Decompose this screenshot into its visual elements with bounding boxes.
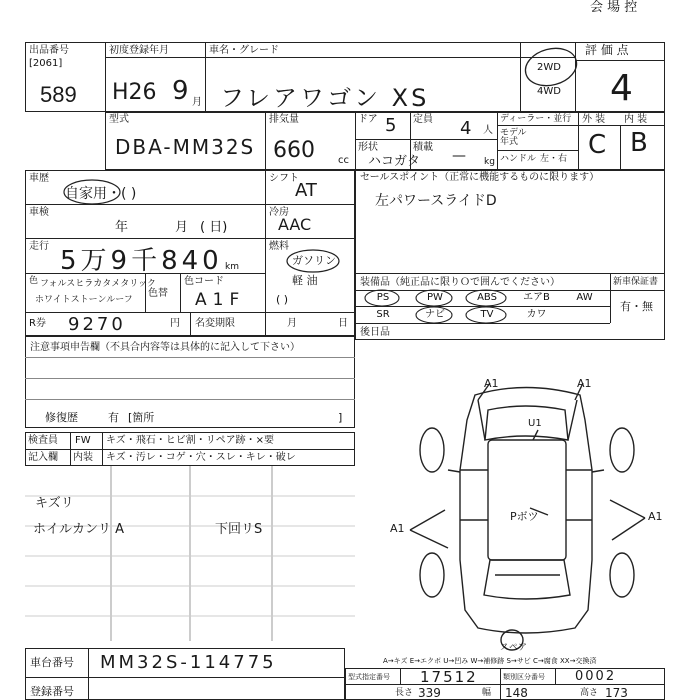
door-label: ドア bbox=[358, 114, 378, 125]
drive-4wd: 4WD bbox=[537, 86, 561, 97]
inspection-year: 年 bbox=[115, 220, 129, 235]
capacity-value: 4 bbox=[460, 118, 472, 139]
mark-left-side: A1 bbox=[390, 522, 405, 535]
registration-number-label: 登録番号 bbox=[30, 685, 74, 698]
dealer-label: ディーラー・並行 bbox=[500, 114, 572, 124]
equip-leather: カワ bbox=[526, 309, 547, 320]
rear-items-label: 後日品 bbox=[360, 327, 390, 338]
length-value: 339 bbox=[418, 686, 441, 700]
lot-sub-number: [2061] bbox=[29, 58, 63, 69]
width-label: 幅 bbox=[482, 688, 492, 698]
fw-label: FW bbox=[75, 435, 91, 446]
km-unit: km bbox=[225, 262, 239, 272]
color-code-value: A1F bbox=[195, 290, 246, 310]
mark-front-right: A1 bbox=[577, 377, 592, 390]
month-unit: 月 bbox=[192, 97, 202, 108]
shape-value: ハコガタ bbox=[368, 154, 421, 169]
inspection-day: ( 日) bbox=[200, 220, 228, 235]
ac-label: 冷房 bbox=[269, 207, 289, 218]
shape-label: 形状 bbox=[358, 142, 378, 153]
fuel-gasoline: ガソリン bbox=[292, 254, 336, 267]
interior-label: 内 装 bbox=[624, 114, 648, 125]
first-registration-label: 初度登録年月 bbox=[109, 45, 169, 56]
type-code-label: 型式指定番号 bbox=[348, 673, 390, 681]
displacement-value: 660 bbox=[273, 138, 315, 163]
mileage-value: 5万9千840 bbox=[60, 246, 223, 276]
repaint-label: 色替 bbox=[148, 288, 168, 299]
color-code-label: 色コード bbox=[184, 276, 224, 287]
yen-unit: 円 bbox=[170, 318, 180, 329]
exterior-label: 外 装 bbox=[582, 114, 606, 125]
history-value: 自家用・( ) bbox=[65, 186, 137, 202]
exterior-grade: C bbox=[588, 130, 607, 160]
shift-label: シフト bbox=[269, 173, 299, 184]
recorder-label: 記入欄 bbox=[28, 452, 58, 463]
interior-check-items: キズ・汚レ・コゲ・穴・スレ・キレ・破レ bbox=[106, 452, 296, 463]
car-name-label: 車名・グレード bbox=[209, 45, 279, 56]
mark-roof: U1 bbox=[528, 418, 542, 429]
new-car-warranty-options: 有・無 bbox=[620, 300, 653, 313]
recycle-label: R券 bbox=[29, 318, 46, 329]
equip-ps: PS bbox=[376, 292, 390, 303]
memo-wheel: ホイルカンリ A bbox=[33, 522, 125, 537]
rating-value: 4 bbox=[610, 68, 633, 109]
load-label: 積載 bbox=[413, 142, 433, 153]
class-code-value: 0002 bbox=[575, 669, 617, 684]
equip-sr: SR bbox=[376, 309, 390, 320]
interior-check-label: 内装 bbox=[73, 452, 93, 463]
repair-history-label: 修復歴 bbox=[45, 411, 78, 424]
type-code-value: 17512 bbox=[420, 668, 478, 686]
fuel-other: ( ) bbox=[276, 293, 289, 306]
new-car-warranty-label: 新車保証書 bbox=[613, 277, 659, 287]
equip-pw: PW bbox=[427, 292, 443, 303]
lot-number-label: 出品番号 bbox=[29, 45, 69, 56]
shift-value: AT bbox=[295, 180, 317, 201]
interior-grade: B bbox=[630, 128, 648, 158]
mark-center: Pボツ bbox=[510, 510, 539, 523]
cc-unit: cc bbox=[338, 155, 349, 166]
exterior-check-items: キズ・飛石・ヒビ割・リペア跡・×要 bbox=[106, 435, 274, 446]
chassis-label: 車台番号 bbox=[30, 656, 74, 669]
mark-front-left: A1 bbox=[484, 377, 499, 390]
model-year-label: モデル年式 bbox=[500, 128, 527, 147]
model-label: 型式 bbox=[109, 114, 129, 125]
lot-number: 589 bbox=[40, 82, 77, 107]
memo-scratch: キズリ bbox=[35, 496, 74, 511]
recycle-value: 9270 bbox=[68, 314, 126, 335]
fuel-label: 燃料 bbox=[269, 241, 289, 252]
first-registration-year: H26 bbox=[112, 80, 157, 105]
rating-label: 評 価 点 bbox=[585, 43, 629, 57]
sheet-title: 会 場 控 bbox=[590, 0, 638, 15]
class-code-label: 類別区分番号 bbox=[503, 673, 545, 681]
drive-2wd: 2WD bbox=[537, 62, 561, 73]
mark-right-side: A1 bbox=[648, 510, 663, 523]
mark-spare: スペア bbox=[500, 643, 528, 653]
height-value: 173 bbox=[605, 686, 628, 700]
capacity-unit: 人 bbox=[483, 125, 493, 136]
nameplate-deadline-label: 名変期限 bbox=[195, 318, 235, 329]
capacity-label: 定員 bbox=[413, 114, 433, 125]
inspector-label: 検査員 bbox=[28, 435, 58, 446]
repair-location: [箇所 bbox=[128, 411, 155, 424]
nameplate-month: 月 bbox=[287, 318, 297, 329]
height-label: 高さ bbox=[580, 688, 599, 698]
width-value: 148 bbox=[505, 686, 528, 700]
notes-label: 注意事項申告欄（不具合内容等は具体的に記入して下さい） bbox=[30, 342, 300, 353]
repair-location-close: ] bbox=[338, 411, 343, 424]
sales-point-value: 左パワースライドD bbox=[375, 193, 497, 209]
equip-abs: ABS bbox=[477, 292, 497, 303]
mileage-label: 走行 bbox=[29, 241, 49, 252]
load-value: — bbox=[452, 148, 466, 164]
color-label: 色 bbox=[29, 276, 39, 286]
nameplate-day: 日 bbox=[338, 318, 348, 329]
handle-label: ハンドル bbox=[500, 154, 537, 164]
equipment-label: 装備品（純正品に限りＯで囲んでください） bbox=[360, 277, 560, 288]
kg-unit: kg bbox=[484, 157, 495, 167]
equip-navi: ナビ bbox=[425, 309, 445, 320]
inspection-label: 車検 bbox=[29, 207, 49, 218]
damage-legend: A→キズ E→エクボ U→凹み W→補修跡 S→サビ C→腐食 XX→交換済 bbox=[383, 657, 597, 665]
ac-value: AAC bbox=[278, 215, 312, 234]
equip-tv: TV bbox=[480, 309, 494, 320]
history-label: 車歴 bbox=[29, 173, 49, 184]
displacement-label: 排気量 bbox=[269, 114, 299, 125]
chassis-number: MM32S-114775 bbox=[100, 652, 277, 673]
equip-airbag: エアB bbox=[523, 292, 550, 303]
sales-point-label: セールスポイント（正常に機能するものに限ります） bbox=[360, 172, 600, 183]
memo-underside: 下回リS bbox=[215, 522, 263, 537]
first-registration-month: 9 bbox=[172, 76, 189, 106]
repair-history-value: 有 bbox=[108, 411, 119, 424]
length-label: 長さ bbox=[395, 688, 414, 698]
handle-options: 左・右 bbox=[540, 154, 568, 164]
color-value-2: ホワイトストーンルーフ bbox=[35, 295, 133, 305]
model-value: DBA-MM32S bbox=[115, 135, 256, 159]
door-value: 5 bbox=[385, 115, 397, 136]
fuel-diesel: 軽 油 bbox=[292, 274, 318, 287]
equip-aw: AW bbox=[576, 292, 593, 303]
color-value-1: フォルスヒラカタメタリック bbox=[40, 279, 156, 289]
inspection-month: 月 bbox=[175, 220, 189, 235]
car-name: フレアワゴン XS bbox=[220, 84, 430, 112]
